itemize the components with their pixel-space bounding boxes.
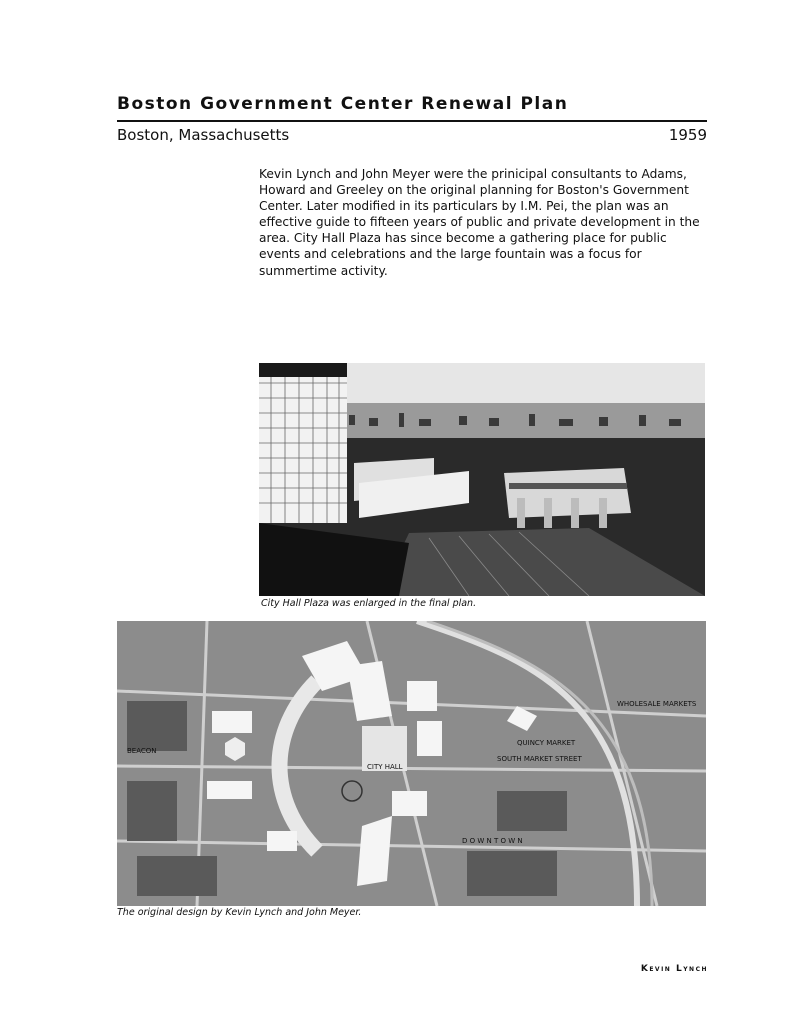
map-label-downtown: D O W N T O W N	[462, 837, 523, 845]
description-paragraph: Kevin Lynch and John Meyer were the prinicipal consultants to Adams, Howard and Greeley on the original planning for Boston's Government Center. Later modified in its particulars by I.M. Pei, the plan was an effective guide to fifteen years of public and private development in the area. City Hall Plaza has since become a gathering place for public events and celebrations and the large fountain was a focus for summertime activity.	[259, 167, 700, 278]
map-label-quincy: QUINCY MARKET	[517, 739, 576, 747]
page-title: Boston Government Center Renewal Plan	[117, 94, 569, 114]
photo-caption: City Hall Plaza was enlarged in the final plan.	[261, 598, 477, 609]
map-label-wholesale: WHOLESALE MARKETS	[617, 700, 697, 708]
map-label-beacon: BEACON	[127, 747, 157, 755]
location-label: Boston, Massachusetts	[117, 126, 290, 144]
footer-author: Kevin Lynch	[640, 964, 708, 974]
map-label-city-hall: CITY HALL	[367, 763, 403, 771]
site-plan-map	[117, 621, 706, 906]
title-rule	[117, 120, 707, 122]
map-caption: The original design by Kevin Lynch and John Meyer.	[117, 907, 362, 918]
map-label-south-market: SOUTH MARKET STREET	[497, 755, 582, 763]
city-hall-plaza-photo	[259, 363, 705, 596]
year-label: 1959	[668, 126, 707, 144]
aerial-photo-illustration	[259, 363, 705, 596]
site-plan-illustration	[117, 621, 706, 906]
